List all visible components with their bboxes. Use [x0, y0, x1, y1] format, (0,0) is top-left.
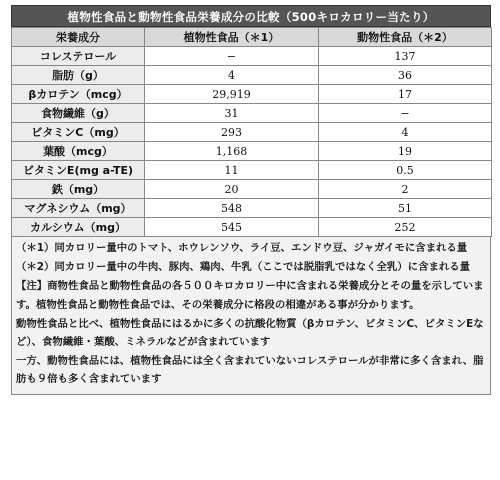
row-name: ビタミンE(mg a-TE): [12, 161, 145, 180]
table-row: [12, 123, 492, 142]
plant-value: 1,168: [145, 142, 319, 161]
table-row: [12, 218, 492, 237]
plant-value: 20: [145, 180, 319, 199]
animal-value: 51: [319, 199, 492, 218]
header-row: [12, 28, 492, 47]
note-paragraph: 一方、動物性食品には、植物性食品には全く含まれていないコレステロールが非常に多く含まれ、脂肪も９倍も多く含まれています: [16, 355, 484, 386]
animal-value: 36: [319, 66, 492, 85]
animal-value: 252: [319, 218, 492, 237]
table-row: [12, 142, 492, 161]
header-animal: 動物性食品（＊2）: [319, 28, 492, 47]
plant-value: 29,919: [145, 85, 319, 104]
row-name: 食物繊維（g）: [12, 104, 145, 123]
animal-value: 137: [319, 47, 492, 66]
note-paragraph: 【注】商物性食品と動物性食品の各５００キロカロリー中に含まれる栄養成分とその量を示しています。植物性食品と動物性食品では、その栄養成分に格段の相違がある事が分かります。: [16, 280, 484, 311]
note-paragraph: （＊1）同カロリー量中のトマト、ホウレンソウ、ライ豆、エンドウ豆、ジャガイモに含まれる量: [16, 242, 468, 254]
plant-value: 548: [145, 199, 319, 218]
plant-value: 545: [145, 218, 319, 237]
animal-value: 17: [319, 85, 492, 104]
header-plant: 植物性食品（＊1）: [145, 28, 319, 47]
table-row: [12, 66, 492, 85]
plant-value: 293: [145, 123, 319, 142]
animal-value: 2: [319, 180, 492, 199]
row-name: カルシウム（mg）: [12, 218, 145, 237]
plant-value: 11: [145, 161, 319, 180]
header-component: 栄養成分: [12, 28, 145, 47]
row-name: 葉酸（mcg）: [12, 142, 145, 161]
note-paragraph: 動物性食品と比べ、植物性食品にはるかに多くの抗酸化物質（βカロテン、ビタミンC、ビタミンEなど）、食物繊維・葉酸、ミネラルなどが含まれています: [16, 317, 484, 349]
table-row: [12, 199, 492, 218]
row-name: βカロテン（mcg）: [12, 85, 145, 104]
table-row: [12, 47, 492, 66]
nutrition-table: [11, 27, 492, 237]
row-name: マグネシウム（mg）: [12, 199, 145, 218]
plant-value: 4: [145, 66, 319, 85]
comparison-sheet: [11, 5, 491, 395]
row-name: 脂肪（g）: [12, 66, 145, 85]
notes-section: [11, 237, 491, 395]
row-name: 鉄（mg）: [12, 180, 145, 199]
note-paragraph: （＊2）同カロリー量中の牛肉、豚肉、鶏肉、牛乳（ここでは脱脂乳ではなく全乳）に含まれる量: [16, 261, 471, 274]
table-title: 植物性食品と動物性食品栄養成分の比較（500キロカロリー当たり）: [11, 5, 491, 27]
plant-value: −: [145, 47, 319, 66]
row-name: コレステロール: [12, 47, 145, 66]
animal-value: 4: [319, 123, 492, 142]
table-row: [12, 85, 492, 104]
table-row: [12, 161, 492, 180]
plant-value: 31: [145, 104, 319, 123]
animal-value: 0.5: [319, 161, 492, 180]
table-row: [12, 104, 492, 123]
animal-value: 19: [319, 142, 492, 161]
table-row: [12, 180, 492, 199]
table-body: [12, 28, 492, 237]
animal-value: −: [319, 104, 492, 123]
row-name: ビタミンC（mg）: [12, 123, 145, 142]
